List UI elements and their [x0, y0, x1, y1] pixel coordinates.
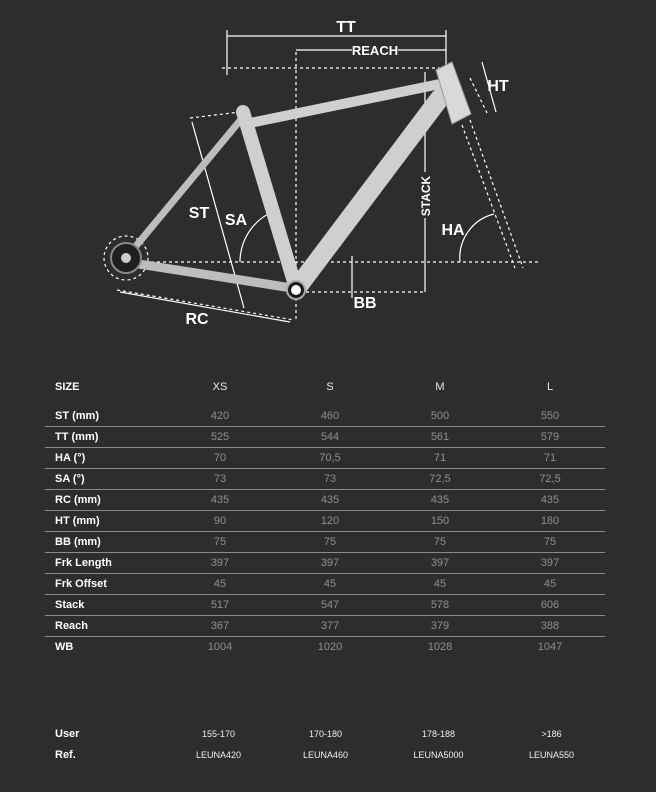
- table-cell: 1047: [537, 641, 563, 653]
- table-cell: 73: [165, 469, 275, 490]
- table-cell: 45: [275, 574, 385, 595]
- label-tt: TT: [336, 19, 356, 36]
- table-cell: 120: [275, 511, 385, 532]
- table-cell: 606: [495, 595, 605, 616]
- table-cell: 435: [275, 490, 385, 511]
- table-cell: 71: [495, 448, 605, 469]
- size-header: S: [326, 381, 334, 393]
- size-header: M: [435, 381, 445, 393]
- table-cell: 460: [275, 406, 385, 427]
- table-cell: 45: [495, 574, 605, 595]
- table-cell: >186: [541, 728, 562, 739]
- table-cell: 578: [385, 595, 495, 616]
- table-cell: 72,5: [495, 469, 605, 490]
- table-cell: 75: [165, 532, 275, 553]
- table-cell: 45: [165, 574, 275, 595]
- row-label: Frk Length: [45, 553, 165, 574]
- row-label: User: [55, 727, 80, 740]
- row-label: BB (mm): [45, 532, 165, 553]
- table-cell: 170-180: [309, 728, 343, 739]
- table-cell: 70,5: [275, 448, 385, 469]
- row-label: TT (mm): [45, 427, 165, 448]
- table-row: [45, 574, 605, 595]
- dimension-guides: [104, 52, 540, 322]
- table-cell: 1020: [317, 641, 343, 653]
- table-cell: 397: [495, 553, 605, 574]
- label-sa: SA: [224, 212, 248, 229]
- table-cell: 435: [495, 490, 605, 511]
- label-stack: STACK: [419, 175, 433, 217]
- table-row: [45, 532, 605, 553]
- table-cell: 435: [165, 490, 275, 511]
- table-cell: 397: [165, 553, 275, 574]
- table-cell: 500: [385, 406, 495, 427]
- table-cell: 377: [275, 616, 385, 637]
- label-st: ST: [188, 205, 210, 222]
- table-cell: 72,5: [385, 469, 495, 490]
- table-cell: 150: [385, 511, 495, 532]
- table-row: [45, 469, 605, 490]
- label-rc: RC: [185, 311, 209, 328]
- size-header-label: SIZE: [55, 381, 80, 393]
- table-cell: 544: [275, 427, 385, 448]
- label-reach: REACH: [351, 43, 399, 58]
- label-ha: HA: [441, 222, 465, 239]
- table-cell: 517: [165, 595, 275, 616]
- row-label: RC (mm): [45, 490, 165, 511]
- table-cell: 75: [385, 532, 495, 553]
- table-cell: 71: [385, 448, 495, 469]
- frame-geometry-diagram: [0, 0, 656, 340]
- table-cell: 435: [385, 490, 495, 511]
- table-cell: 547: [275, 595, 385, 616]
- row-label: Stack: [45, 595, 165, 616]
- table-cell: 45: [385, 574, 495, 595]
- size-header: L: [546, 381, 554, 393]
- table-row: [45, 511, 605, 532]
- table-cell: 579: [495, 427, 605, 448]
- table-row: [45, 490, 605, 511]
- table-row: [45, 616, 605, 637]
- table-cell: LEUNA420: [195, 749, 242, 760]
- table-cell: 180: [495, 511, 605, 532]
- table-cell: 90: [165, 511, 275, 532]
- table-cell: 420: [165, 406, 275, 427]
- label-bb: BB: [353, 295, 377, 312]
- row-label: HT (mm): [45, 511, 165, 532]
- table-row: [45, 553, 605, 574]
- table-cell: 75: [495, 532, 605, 553]
- table-cell: 550: [495, 406, 605, 427]
- table-row: [45, 744, 605, 765]
- table-cell: LEUNA5000: [413, 749, 464, 760]
- table-cell: 388: [495, 616, 605, 637]
- table-row: [45, 448, 605, 469]
- table-cell: 1004: [207, 641, 233, 653]
- table-cell: 75: [275, 532, 385, 553]
- geometry-header-row: [45, 376, 605, 398]
- table-cell: LEUNA550: [528, 749, 574, 760]
- geometry-table: [45, 376, 605, 657]
- table-cell: 397: [275, 553, 385, 574]
- table-row: [45, 427, 605, 448]
- table-cell: 561: [385, 427, 495, 448]
- table-cell: 70: [165, 448, 275, 469]
- table-cell: 178-188: [421, 728, 456, 739]
- row-label: HA (°): [45, 448, 165, 469]
- table-row: [45, 637, 605, 658]
- table-cell: LEUNA460: [303, 749, 349, 760]
- row-label: ST (mm): [45, 406, 165, 427]
- row-label: Frk Offset: [45, 574, 165, 595]
- table-cell: 379: [385, 616, 495, 637]
- row-label: Reach: [45, 616, 165, 637]
- table-cell: 525: [165, 427, 275, 448]
- row-label: Ref.: [55, 748, 76, 761]
- table-cell: 73: [275, 469, 385, 490]
- table-cell: 367: [165, 616, 275, 637]
- size-header: XS: [212, 381, 228, 393]
- label-ht: HT: [487, 78, 509, 95]
- row-label: WB: [55, 641, 74, 653]
- table-cell: 1028: [427, 641, 453, 653]
- table-row: [45, 406, 605, 427]
- fit-table: [45, 723, 605, 765]
- table-cell: 397: [385, 553, 495, 574]
- row-label: SA (°): [45, 469, 165, 490]
- table-row: [45, 723, 605, 744]
- table-row: [45, 595, 605, 616]
- table-cell: 155-170: [201, 728, 236, 739]
